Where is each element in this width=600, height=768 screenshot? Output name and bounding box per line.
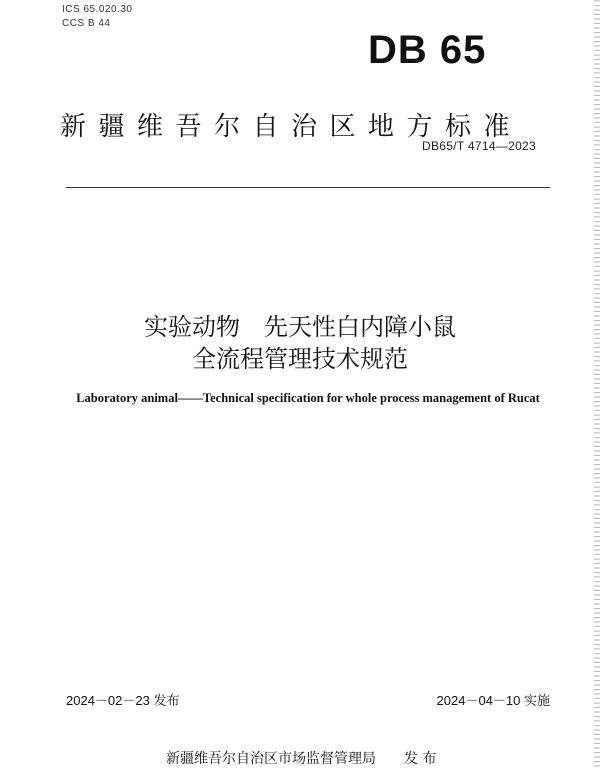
implementation-date: 2024－04－10 实施: [436, 693, 550, 708]
publish-date: 2024－02－23 发布: [66, 693, 180, 708]
classification-codes: [62, 3, 132, 31]
standard-category-title: 新疆维吾尔自治区地方标准: [60, 112, 523, 142]
issuing-authority: 新疆维吾尔自治区市场监督管理局 发 布: [166, 751, 437, 767]
ics-code: ICS 65.020.30: [62, 4, 133, 15]
document-title-cn-line1: 实验动物 先天性白内障小鼠: [144, 313, 456, 341]
ccs-code: CCS B 44: [62, 18, 111, 29]
scan-edge-artifact: [594, 0, 600, 767]
document-title-en: Laboratory animal——Technical specification for whole process management of Rucat: [76, 391, 540, 405]
document-title-cn-line2: 全流程管理技术规范: [192, 345, 408, 373]
db65-logo: DB 65: [368, 28, 487, 72]
standard-number: DB65/T 4714—2023: [422, 139, 536, 153]
header-divider: [66, 187, 550, 188]
